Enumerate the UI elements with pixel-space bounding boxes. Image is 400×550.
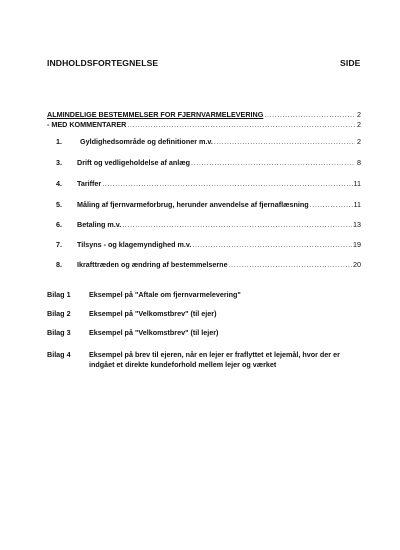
annex-text: Eksempel på "Velkomstbrev" (til ejer) xyxy=(89,309,217,318)
toc-entry-1 xyxy=(47,137,361,146)
dot-leader xyxy=(264,110,355,119)
toc-entry-number: 5. xyxy=(56,200,62,209)
toc-entry-comments xyxy=(47,120,361,129)
toc-entry-label: Drift og vedligeholdelse af anlæg xyxy=(77,158,191,167)
toc-title: INDHOLDSFORTEGNELSE xyxy=(47,58,159,68)
toc-entry-number: 1. xyxy=(56,137,62,146)
toc-entry-label: Ikrafttræden og ændring af bestemmelserne xyxy=(77,260,228,269)
annex-text: Eksempel på "Velkomstbrev" (til lejer) xyxy=(89,328,219,337)
dot-leader xyxy=(310,200,353,209)
toc-entry-general xyxy=(47,110,361,119)
page-column-header: SIDE xyxy=(340,58,361,68)
dot-leader xyxy=(122,220,352,229)
toc-entry-page: 19 xyxy=(353,240,361,249)
dot-leader xyxy=(102,179,352,188)
toc-entry-label: Måling af fjernvarmeforbrug, herunder anvendelse af fjernaflæsning xyxy=(77,200,309,209)
dot-leader xyxy=(191,158,355,167)
toc-entry-page: 13 xyxy=(353,220,361,229)
toc-entry-number: 4. xyxy=(56,179,62,188)
toc-entry-5 xyxy=(47,200,361,209)
dot-leader xyxy=(127,120,355,129)
toc-entry-page: 8 xyxy=(357,158,361,167)
toc-entry-number: 3. xyxy=(56,158,62,167)
dot-leader xyxy=(192,240,352,249)
toc-entry-6 xyxy=(47,220,361,229)
toc-entry-label: ALMINDELIGE BESTEMMELSER FOR FJERNVARMELEVERING xyxy=(47,110,264,119)
annex-3 xyxy=(47,328,367,338)
toc-entry-4 xyxy=(47,179,361,188)
annex-text: Eksempel på brev til ejeren, når en lejer er fraflyttet et lejemål, hvor der er indgået et direkte kundeforhold mellem lejer og værket xyxy=(89,350,340,369)
toc-entry-label: Tilsyns - og klagemyndighed m.v. xyxy=(77,240,192,249)
toc-entry-page: 11 xyxy=(353,179,361,188)
toc-entry-number: 8. xyxy=(56,260,62,269)
toc-entry-label: - MED KOMMENTARER xyxy=(47,120,127,129)
annex-tag: Bilag 3 xyxy=(47,328,71,337)
toc-entry-7 xyxy=(47,240,361,249)
dot-leader xyxy=(229,260,352,269)
toc-entry-label: Tariffer xyxy=(77,179,102,188)
annex-4 xyxy=(47,350,365,370)
annex-1 xyxy=(47,290,367,300)
toc-entry-label: Gyldighedsområde og definitioner m.v. xyxy=(80,137,213,146)
toc-entry-number: 7. xyxy=(56,240,62,249)
annex-tag: Bilag 1 xyxy=(47,290,71,299)
toc-entry-page: 2 xyxy=(357,110,361,119)
annex-tag: Bilag 4 xyxy=(47,350,71,359)
toc-entry-page: 20 xyxy=(353,260,361,269)
annex-text: Eksempel på "Aftale om fjernvarmelevering" xyxy=(89,290,241,299)
annex-tag: Bilag 2 xyxy=(47,309,71,318)
toc-entry-3 xyxy=(47,158,361,167)
dot-leader xyxy=(214,137,355,146)
toc-entry-page: 11 xyxy=(353,200,361,209)
toc-entry-8 xyxy=(47,260,361,269)
toc-entry-label: Betaling m.v. xyxy=(77,220,122,229)
toc-entry-page: 2 xyxy=(357,137,361,146)
toc-entry-page: 2 xyxy=(357,120,361,129)
annex-2 xyxy=(47,309,367,319)
toc-entry-number: 6. xyxy=(56,220,62,229)
